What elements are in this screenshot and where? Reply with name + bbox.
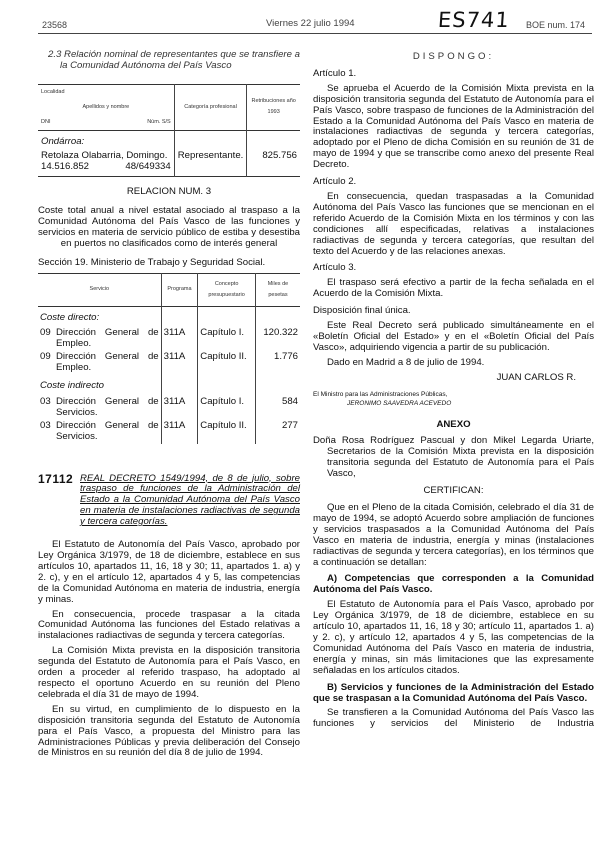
- representatives-table: [38, 84, 300, 177]
- preamble-paragraph: La Comisión Mixta prevista en la disposición transitoria segunda del Estatuto de Autonomía para el País Vasco, en orden a proceder al referido traspaso, ha adoptado al respecto el oportuno Acuerdo en su reunión del Pleno celebrada el día 31 de mayo de 1994.: [38, 645, 300, 700]
- cost-table: [38, 273, 300, 444]
- service-code: 09: [40, 327, 51, 339]
- service-name: Dirección General de Empleo.: [56, 351, 159, 374]
- header-programa: Programa: [161, 273, 198, 306]
- service-name: Dirección General de Empleo.: [56, 327, 159, 350]
- royal-signature: JUAN CARLOS R.: [496, 371, 576, 383]
- article-3-text: El traspaso será efectivo a partir de la fecha señalada en el Acuerdo de la Comisión Mixta.: [313, 277, 594, 300]
- final-provision-text: Este Real Decreto será publicado simultáneamente en el «Boletín Oficial del Estado» y en el «Boletín Oficial del País Vasco», adquiriendo vigencia a partir de su publicación.: [313, 320, 594, 353]
- article-3-title: Artículo 3.: [313, 262, 357, 274]
- dado-en-madrid: Dado en Madrid a 8 de julio de 1994.: [327, 356, 485, 368]
- rep-name: Retolaza Olabarria, Domingo.: [41, 150, 168, 162]
- dispongo-heading: DISPONGO:: [412, 51, 495, 62]
- decree-title: REAL DECRETO 1549/1994, de 8 de julio, sobre traspaso de funciones de la Administración del Estado a la Comunidad Autónoma del País Vasco en materia de instalaciones radiactivas de segunda y tercera categorías.: [80, 472, 300, 528]
- rep-categoria: Representante.: [174, 149, 247, 176]
- service-name: Dirección General de Servicios.: [56, 395, 159, 418]
- programa-cell: 311A: [161, 420, 198, 444]
- handwritten-stamp: ES741: [437, 8, 511, 32]
- programa-cell: 311A: [161, 351, 198, 375]
- header-categoria: Categoría profesional: [174, 84, 247, 130]
- miles-cell: 277: [255, 420, 300, 444]
- table-row: [38, 420, 300, 444]
- section-b-text: Se transfieren a la Comunidad Autónoma del País Vasco las funciones y servicios del Ministerio de Industria: [313, 707, 594, 730]
- miles-cell: 120.322: [255, 327, 300, 351]
- preamble-paragraph: En su virtud, en cumplimiento de lo dispuesto en la disposición transitoria segunda del Estatuto de Autonomía para el País Vasco, a propuesta del Ministro para las Administraciones Públicas y previa deliberación del Consejo de Ministros en su reunión del día 8 de julio de 1994.: [38, 703, 300, 759]
- header-localidad: Localidad: [41, 88, 65, 95]
- concepto-cell: Capítulo I.: [198, 396, 256, 420]
- table-row: [38, 327, 300, 351]
- service-name: Dirección General de Servicios.: [56, 419, 159, 442]
- group-label-indirecto: Coste indirecto: [40, 380, 104, 392]
- header-miles: Miles de pesetas: [255, 273, 300, 306]
- programa-cell: 311A: [161, 327, 198, 351]
- section-a-title: A) Competencias que corresponden a la Comunidad Autónoma del País Vasco.: [313, 573, 594, 596]
- header-concepto: Concepto presupuestario: [198, 273, 256, 306]
- bulletin-number: BOE num. 174: [526, 20, 586, 30]
- group-label-directo: Coste directo:: [40, 311, 100, 323]
- table-row: [38, 149, 300, 176]
- right-column: [313, 50, 594, 734]
- certifican-heading: CERTIFICAN:: [423, 485, 484, 497]
- rep-dni: 14.516.852: [41, 161, 90, 173]
- concepto-cell: Capítulo II.: [198, 420, 256, 444]
- section-b-title: B) Servicios y funciones de la Administración del Estado que se traspasan a la Comunidad Autónoma del País Vasco.: [313, 681, 594, 704]
- article-2-title: Artículo 2.: [313, 176, 357, 188]
- section-title: 2.3 Relación nominal de representantes que se transfiere a la Comunidad Autónoma del País Vasco: [48, 49, 300, 71]
- article-1-text: Se aprueba el Acuerdo de la Comisión Mixta prevista en la disposición transitoria segunda del Estatuto de Autonomía para el País Vasco, sobre traspaso de funciones de la Administración del Estado a la Comunidad Autónoma del País Vasco en materia de instalaciones radiactivas de segunda y tercera categorías, adoptado por el Pleno de dicha Comisión en su reunión de 31 de mayo de 1994 y que se transcribe como anexo del presente Real Decreto.: [313, 82, 594, 171]
- miles-cell: 584: [255, 396, 300, 420]
- publication-date: Viernes 22 julio 1994: [266, 18, 355, 29]
- section-a-text: El Estatuto de Autonomía para el País Vasco, aprobado por Ley Orgánica 3/1979, de 18 de diciembre, establece en su artículo 10, apartados 11, 16, 18 y 30; artículo 11, apartados 1. a) y 2. c), y artículo 12, apartados 4 y 5, las competencias de la Comunidad Autónoma del País Vasco en materia de industria, energía y minas, sin más limitaciones que las expresamente señaladas en los artículos citados.: [313, 599, 594, 676]
- preamble-paragraph: El Estatuto de Autonomía del País Vasco, aprobado por Ley Orgánica 3/1979, de 18 de diciembre, establece en sus artículos 10, apartados 11, 16, 18 y 30; 11, apartados 1. a) y 2. c), y en el artículo 12, apartados 4 y 5, las competencias de la Comunidad Autónoma en materia de industria, energía y minas.: [38, 539, 300, 605]
- service-code: 03: [40, 419, 51, 431]
- table-row: [38, 396, 300, 420]
- header-rule: [38, 33, 592, 34]
- locality-label: Ondárroa:: [41, 135, 85, 147]
- minister-block: [313, 390, 594, 408]
- table1-header-name: [38, 84, 174, 130]
- service-code: 03: [40, 395, 51, 407]
- header-retribuciones: Retribuciones año 1993: [247, 84, 300, 130]
- decree-heading: [38, 471, 300, 529]
- service-code: 09: [40, 351, 51, 363]
- page-number: 23568: [42, 20, 68, 30]
- preamble-paragraph: En consecuencia, procede traspasar a la citada Comunidad Autónoma las funciones del Estado relativas a instalaciones radiactivas de segunda y tercera categorías.: [38, 608, 300, 642]
- page-header: [38, 8, 592, 38]
- header-dni: DNI: [41, 118, 51, 125]
- certifican-text: Que en el Pleno de la citada Comisión, celebrado el día 31 de mayo de 1994, se adoptó Acuerdo sobre ampliación de funciones y servicios traspasados a la Comunidad Autónoma del País Vasco en materia de industria, energía y minas (instalaciones radiactivas de segunda y tercera categorías), en los términos que a continuación se detallan:: [313, 502, 594, 568]
- rep-num-ss: 48/649334: [125, 161, 171, 173]
- article-2-text: En consecuencia, quedan traspasadas a la Comunidad Autónoma del País Vasco las funciones que se mencionan en el referido Acuerdo de la Comisión Mixta en los términos y con las condiciones allí especificadas, relativas a instalaciones radiactivas de segunda y tercera categorías, que resultan del texto del Acuerdo y de las relaciones anexas.: [313, 190, 594, 257]
- left-column: [38, 50, 300, 763]
- rep-retribuciones: 825.756: [247, 149, 300, 176]
- table-row: [38, 351, 300, 375]
- anexo-title: ANEXO: [436, 418, 471, 430]
- anexo-intro: Doña Rosa Rodríguez Pascual y don Mikel Legarda Uriarte, Secretarios de la Comisión Mixta prevista en la disposición transitoria segunda del Estatuto de Autonomía para el País Vasco,: [313, 435, 594, 480]
- seccion-label: Sección 19. Ministerio de Trabajo y Seguridad Social.: [38, 256, 266, 268]
- miles-cell: 1.776: [255, 351, 300, 375]
- article-1-title: Artículo 1.: [313, 67, 357, 79]
- minister-name: JERONIMO SAAVEDRA ACEVEDO: [347, 399, 452, 407]
- header-apellidos: Apellidos y nombre: [82, 103, 130, 110]
- header-servicio: Servicio: [89, 286, 110, 293]
- decree-number: 17112: [38, 471, 74, 486]
- final-provision-title: Disposición final única.: [313, 305, 411, 317]
- relacion-title: RELACION NUM. 3: [126, 186, 212, 198]
- minister-title: El Ministro para las Administraciones Públicas,: [313, 390, 448, 398]
- relacion-description: Coste total anual a nivel estatal asociado al traspaso a la Comunidad Autónoma del País Vasco de las funciones y servicios en materia de servicio público de estiba y desestiba en puertos no clasificados como de interés general: [38, 205, 300, 249]
- concepto-cell: Capítulo I.: [198, 327, 256, 351]
- header-num-ss: Núm. S/S: [147, 118, 171, 125]
- concepto-cell: Capítulo II.: [198, 351, 256, 375]
- programa-cell: 311A: [161, 396, 198, 420]
